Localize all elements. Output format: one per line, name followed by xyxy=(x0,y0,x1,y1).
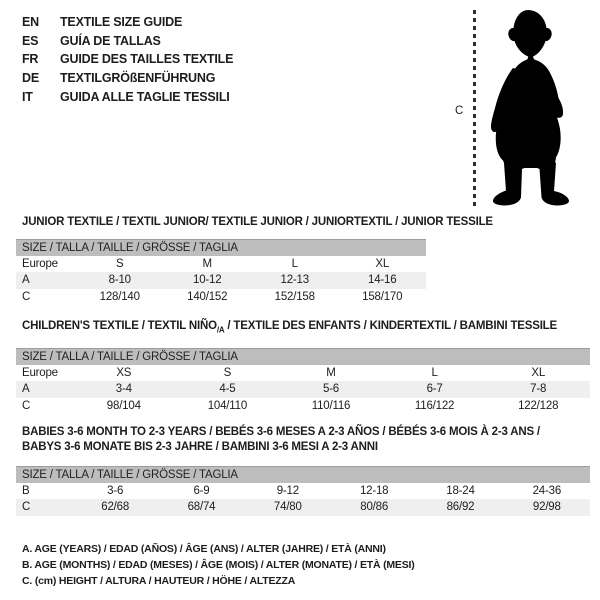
junior-size-table xyxy=(16,239,426,305)
children-title-text: / TEXTILE DES ENFANTS / KINDERTEXTIL / BAMBINI TESSILE xyxy=(224,320,557,332)
footnote-a: A. AGE (YEARS) / EDAD (AÑOS) / ÂGE (ANS) / ALTER (JAHRE) / ETÀ (ANNI) xyxy=(22,543,386,555)
children-title-subscript: /A xyxy=(216,325,225,335)
size-cell: 62/68 xyxy=(72,499,158,516)
row-label: C xyxy=(22,290,31,303)
size-header-bar: SIZE / TALLA / TAILLE / GRÖSSE / TAGLIA xyxy=(16,467,590,483)
size-cell: 14-16 xyxy=(339,272,427,289)
size-cell: 152/158 xyxy=(274,290,315,303)
size-cell: 86/92 xyxy=(417,499,503,516)
table-row xyxy=(16,256,426,273)
language-code: FR xyxy=(22,52,39,67)
height-measure-dotted-line xyxy=(473,10,476,208)
size-cell: 158/170 xyxy=(362,290,403,303)
language-title: GUÍA DE TALLAS xyxy=(60,33,161,48)
row-label: A xyxy=(16,272,76,289)
size-cell: 110/116 xyxy=(311,399,351,412)
size-cell: 12-18 xyxy=(359,484,389,497)
table-row xyxy=(16,483,590,500)
size-cell: 98/104 xyxy=(106,399,141,412)
size-cell: XS xyxy=(116,366,132,379)
size-cell: 116/122 xyxy=(414,399,455,412)
size-cell: XL xyxy=(375,257,390,270)
babies-size-table xyxy=(16,466,590,516)
size-header-bar: SIZE / TALLA / TAILLE / GRÖSSE / TAGLIA xyxy=(16,240,426,256)
language-code: IT xyxy=(22,89,33,104)
size-cell: 4-5 xyxy=(176,381,280,398)
size-cell: S xyxy=(116,257,124,270)
size-cell: 18-24 xyxy=(446,484,475,497)
language-title: TEXTILE SIZE GUIDE xyxy=(60,15,183,30)
size-cell: 24-36 xyxy=(532,484,562,497)
language-title: GUIDE DES TAILLES TEXTILE xyxy=(60,52,234,67)
language-header xyxy=(22,13,233,106)
language-row xyxy=(22,13,233,32)
size-cell: 122/128 xyxy=(518,399,559,412)
language-title: TEXTILGRÖßENFÜHRUNG xyxy=(60,71,216,86)
babies-title-line2: BABYS 3-6 MONATE BIS 2-3 JAHRE / BAMBINI 3-6 MESI A 2-3 ANNI xyxy=(22,441,378,453)
size-cell: 6-9 xyxy=(193,484,210,497)
table-row xyxy=(16,272,426,289)
children-section-title xyxy=(22,320,557,334)
row-label: A xyxy=(16,381,72,398)
table-row xyxy=(16,499,590,516)
size-cell: 7-8 xyxy=(486,381,590,398)
size-cell: 3-6 xyxy=(107,484,124,497)
size-cell: M xyxy=(202,257,212,270)
size-cell: L xyxy=(431,366,438,379)
language-row xyxy=(22,69,233,88)
language-code: EN xyxy=(22,15,39,30)
size-cell: 8-10 xyxy=(76,272,164,289)
size-cell: 140/152 xyxy=(187,290,228,303)
toddler-silhouette-icon xyxy=(483,8,573,208)
size-cell: 10-12 xyxy=(164,272,252,289)
table-row xyxy=(16,381,590,398)
children-title-text: CHILDREN'S TEXTILE / TEXTIL NIÑO xyxy=(22,320,217,332)
size-cell: 80/86 xyxy=(331,499,417,516)
size-cell: M xyxy=(326,366,336,379)
footnote-c: C. (cm) HEIGHT / ALTURA / HAUTEUR / HÖHE / ALTEZZA xyxy=(22,574,296,587)
language-row xyxy=(22,87,233,106)
size-cell: 68/74 xyxy=(158,499,244,516)
size-cell: 128/140 xyxy=(99,290,140,303)
table-row xyxy=(16,365,590,382)
footnote-b: B. AGE (MONTHS) / EDAD (MESES) / ÂGE (MOIS) / ALTER (MONATE) / ETÀ (MESI) xyxy=(22,558,415,571)
babies-section-title xyxy=(22,425,540,455)
row-label: C xyxy=(22,399,31,412)
row-label: Europe xyxy=(22,257,58,270)
size-cell: 74/80 xyxy=(245,499,331,516)
size-cell: 12-13 xyxy=(251,272,339,289)
height-label-c: C xyxy=(455,105,464,117)
babies-title-line1: BABIES 3-6 MONTH TO 2-3 YEARS / BEBÉS 3-6 MESES A 2-3 AÑOS / BÉBÉS 3-6 MOIS À 2-3 ANS / xyxy=(22,426,540,438)
size-header-bar: SIZE / TALLA / TAILLE / GRÖSSE / TAGLIA xyxy=(16,349,590,365)
size-cell: 92/98 xyxy=(504,499,590,516)
row-label: B xyxy=(22,484,30,497)
size-cell: 6-7 xyxy=(383,381,487,398)
size-cell: 5-6 xyxy=(279,381,383,398)
footnotes xyxy=(22,542,415,589)
size-cell: XL xyxy=(531,366,546,379)
language-code: ES xyxy=(22,33,39,48)
row-label: Europe xyxy=(22,366,58,379)
row-label: C xyxy=(16,499,72,516)
table-row xyxy=(16,398,590,415)
junior-section-title: JUNIOR TEXTILE / TEXTIL JUNIOR/ TEXTILE JUNIOR / JUNIORTEXTIL / JUNIOR TESSILE xyxy=(22,216,493,228)
language-title: GUIDA ALLE TAGLIE TESSILI xyxy=(60,89,230,104)
size-cell: S xyxy=(223,366,232,379)
language-row xyxy=(22,50,233,69)
language-code: DE xyxy=(22,71,39,86)
size-cell: 3-4 xyxy=(72,381,176,398)
size-cell: 9-12 xyxy=(276,484,299,497)
table-row xyxy=(16,289,426,306)
language-row xyxy=(22,32,233,51)
size-cell: L xyxy=(291,257,298,270)
children-size-table xyxy=(16,348,590,414)
size-cell: 104/110 xyxy=(207,399,248,412)
